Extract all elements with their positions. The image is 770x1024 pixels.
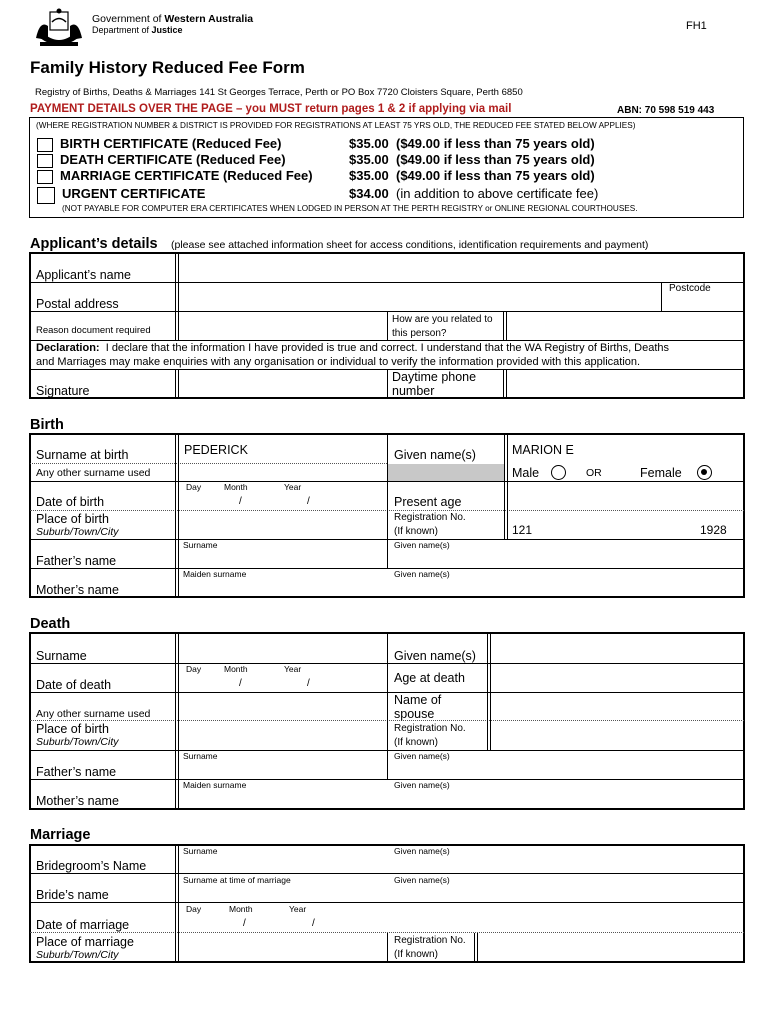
death-other-surname-label: Any other surname used: [36, 708, 151, 720]
birth-date-slash-1: /: [239, 496, 242, 507]
note-marriage: ($49.00 if less than 75 years old): [396, 168, 595, 183]
birth-shaded-cell: [388, 464, 504, 481]
birth-father-label: Father’s name: [36, 554, 117, 568]
signature-label: Signature: [36, 384, 90, 398]
marriage-registration-input[interactable]: [478, 934, 742, 961]
fee-price-marriage: [349, 169, 595, 184]
government-line: [92, 13, 253, 25]
signature-input[interactable]: [179, 371, 386, 397]
phone-label-2: number: [392, 384, 435, 398]
reason-input[interactable]: [179, 313, 386, 339]
fee-label-birth: BIRTH CERTIFICATE (Reduced Fee): [60, 136, 282, 151]
fee-price-death: [349, 153, 595, 168]
death-father-surname-small: Surname: [183, 751, 218, 761]
death-pob-label: Place of birth: [36, 722, 109, 736]
fee-price-birth: [349, 137, 595, 152]
birth-pob-label: Place of birth: [36, 512, 109, 526]
place-of-marriage-input[interactable]: [179, 934, 386, 961]
birth-mother-input[interactable]: [179, 569, 742, 596]
spouse-label-1: Name of: [394, 693, 442, 707]
birth-other-surname-input[interactable]: [179, 464, 386, 480]
dom-label: Date of marriage: [36, 918, 130, 932]
death-other-surname-input[interactable]: [179, 693, 386, 719]
department-line: [92, 25, 183, 35]
death-reg-label-1: Registration No.: [394, 723, 466, 734]
death-heading: Death: [30, 616, 71, 632]
pom-sub: Suburb/Town/City: [36, 949, 119, 961]
groom-surname-small: Surname: [183, 846, 218, 856]
birth-other-surname-label: Any other surname used: [36, 467, 151, 479]
urgent-certificate-checkbox[interactable]: [37, 187, 55, 204]
fees-footnote: (NOT PAYABLE FOR COMPUTER ERA CERTIFICATES WHEN LODGED IN PERSON AT THE PERTH REGISTRY or ONLINE REGIONAL COURTHOUSES.: [62, 204, 638, 213]
bride-given-small: Given name(s): [394, 875, 450, 885]
birth-day-label: Day: [186, 482, 202, 492]
price-marriage: $35.00: [349, 168, 389, 183]
death-day-label: Day: [186, 664, 202, 674]
marriage-date-slash-2: /: [312, 918, 315, 929]
bride-name-input[interactable]: [179, 875, 742, 901]
date-of-death-input[interactable]: [179, 664, 386, 691]
death-mother-given-small: Given name(s): [394, 780, 450, 790]
date-of-marriage-input[interactable]: [179, 904, 742, 931]
bride-surname-small: Surname at time of marriage: [183, 875, 291, 885]
fee-label-death: DEATH CERTIFICATE (Reduced Fee): [60, 152, 286, 167]
birth-surname-value[interactable]: PEDERICK: [184, 443, 248, 457]
marriage-reg-label-1: Registration No.: [394, 935, 466, 946]
death-given-label: Given name(s): [394, 649, 476, 663]
birth-heading: Birth: [30, 417, 64, 433]
applicant-heading: Applicant’s details: [30, 236, 158, 252]
note-death: ($49.00 if less than 75 years old): [396, 152, 595, 167]
applicant-subheading: (please see attached information sheet for access conditions, identification requirements and payment): [171, 239, 649, 251]
wa-crest-logo: [32, 8, 86, 50]
applicant-name-label: Applicant’s name: [36, 268, 131, 282]
female-radio[interactable]: [697, 465, 712, 480]
reason-label: Reason document required: [36, 325, 151, 336]
mother-given-small: Given name(s): [394, 569, 450, 579]
death-mother-label: Mother’s name: [36, 794, 119, 808]
page-title: Family History Reduced Fee Form: [30, 58, 305, 77]
birth-reg-label-1: Registration No.: [394, 512, 466, 523]
death-surname-input[interactable]: [179, 634, 386, 662]
price-death: $35.00: [349, 152, 389, 167]
age-at-death-label: Age at death: [394, 671, 465, 685]
phone-label-1: Daytime phone: [392, 370, 477, 384]
postcode-input[interactable]: [663, 295, 743, 310]
payment-note: PAYMENT DETAILS OVER THE PAGE – you MUST return pages 1 & 2 if applying via mail: [30, 103, 512, 115]
note-urgent: (in addition to above certificate fee): [396, 186, 599, 201]
birth-given-label: Given name(s): [394, 448, 476, 462]
death-father-given-small: Given name(s): [394, 751, 450, 761]
or-label: OR: [586, 467, 602, 479]
marriage-day-label: Day: [186, 904, 202, 914]
death-date-slash-2: /: [307, 678, 310, 689]
birth-date-slash-2: /: [307, 496, 310, 507]
death-place-of-birth-input[interactable]: [179, 721, 386, 749]
relationship-input[interactable]: [507, 313, 742, 339]
death-given-input[interactable]: [491, 634, 742, 662]
father-given-small: Given name(s): [394, 540, 450, 550]
death-year-label: Year: [284, 664, 302, 674]
female-label: Female: [640, 466, 682, 480]
marriage-certificate-checkbox[interactable]: [37, 170, 53, 184]
related-label-2: this person?: [392, 328, 447, 339]
related-label-1: How are you related to: [392, 314, 493, 325]
registry-address: Registry of Births, Deaths & Marriages 141 St Georges Terrace, Perth or PO Box 7720 Cloisters Square, Perth 6850: [35, 87, 523, 98]
pom-label: Place of marriage: [36, 935, 134, 949]
death-registration-input[interactable]: [491, 721, 742, 749]
form-code: FH1: [686, 20, 707, 32]
death-father-input[interactable]: [179, 751, 742, 778]
birth-mother-label: Mother’s name: [36, 583, 119, 597]
birth-reg-number[interactable]: 121: [512, 523, 533, 537]
government-name: Western Australia: [164, 13, 254, 25]
declaration-text-1: I declare that the information I have provided is true and correct. I understand that the WA Registry of Births, Deaths: [105, 342, 670, 354]
death-certificate-checkbox[interactable]: [37, 154, 53, 168]
death-mother-input[interactable]: [179, 780, 742, 808]
department-name: Justice: [151, 25, 183, 35]
marriage-reg-label-2: (If known): [394, 949, 438, 960]
note-birth: ($49.00 if less than 75 years old): [396, 136, 595, 151]
father-surname-small: Surname: [183, 540, 218, 550]
death-pob-sub: Suburb/Town/City: [36, 736, 119, 748]
fee-label-urgent: URGENT CERTIFICATE: [62, 186, 206, 201]
dob-label: Date of birth: [36, 495, 105, 509]
groom-name-input[interactable]: [179, 846, 742, 872]
applicant-name-input[interactable]: [179, 254, 742, 281]
present-age-input[interactable]: [508, 482, 742, 509]
date-of-birth-input[interactable]: [179, 482, 386, 509]
birth-reg-year[interactable]: 1928: [700, 523, 727, 537]
male-radio[interactable]: [551, 465, 566, 480]
groom-label: Bridegroom’s Name: [36, 859, 147, 873]
marriage-heading: Marriage: [30, 827, 91, 843]
male-label: Male: [512, 466, 540, 480]
death-surname-label: Surname: [36, 649, 87, 663]
spouse-name-input[interactable]: [491, 693, 742, 719]
department-prefix: Department of: [92, 25, 152, 35]
birth-surname-label: Surname at birth: [36, 448, 129, 462]
death-date-slash-1: /: [239, 678, 242, 689]
dod-label: Date of death: [36, 678, 112, 692]
price-urgent: $34.00: [349, 186, 389, 201]
death-father-label: Father’s name: [36, 765, 117, 779]
birth-pob-sub: Suburb/Town/City: [36, 526, 119, 538]
postcode-label: Postcode: [669, 283, 711, 294]
price-birth: $35.00: [349, 136, 389, 151]
birth-reg-label-2: (If known): [394, 526, 438, 537]
declaration-title: Declaration:: [36, 342, 100, 354]
birth-month-label: Month: [224, 482, 248, 492]
death-mother-maiden-small: Maiden surname: [183, 780, 247, 790]
fees-intro: (WHERE REGISTRATION NUMBER & DISTRICT IS PROVIDED FOR REGISTRATIONS AT LEAST 75 YRS OLD, THE REDUCED FEE STATED BELOW APPLIES): [36, 121, 636, 130]
birth-certificate-checkbox[interactable]: [37, 138, 53, 152]
spouse-label-2: spouse: [394, 707, 435, 721]
marriage-month-label: Month: [229, 904, 253, 914]
marriage-date-slash-1: /: [243, 918, 246, 929]
marriage-year-label: Year: [289, 904, 307, 914]
fee-label-marriage: MARRIAGE CERTIFICATE (Reduced Fee): [60, 168, 313, 183]
death-reg-label-2: (If known): [394, 737, 438, 748]
fee-price-urgent: [349, 187, 598, 202]
daytime-phone-input[interactable]: [507, 371, 742, 397]
birth-father-input[interactable]: [179, 540, 742, 567]
mother-maiden-small: Maiden surname: [183, 569, 247, 579]
birth-place-input[interactable]: [179, 511, 386, 538]
birth-given-value[interactable]: MARION E: [512, 443, 574, 457]
age-at-death-input[interactable]: [491, 664, 742, 691]
declaration-line-1: [36, 342, 669, 355]
groom-given-small: Given name(s): [394, 846, 450, 856]
present-age-label: Present age: [394, 495, 462, 509]
government-prefix: Government of: [92, 13, 165, 25]
abn: ABN: 70 598 519 443: [617, 105, 715, 116]
postal-address-label: Postal address: [36, 297, 119, 311]
postal-address-input[interactable]: [179, 284, 659, 310]
declaration-line-2: and Marriages may make enquiries with any organisation or individual to verify the information provided with this application.: [36, 356, 641, 368]
death-month-label: Month: [224, 664, 248, 674]
bride-label: Bride’s name: [36, 888, 109, 902]
birth-year-label: Year: [284, 482, 302, 492]
